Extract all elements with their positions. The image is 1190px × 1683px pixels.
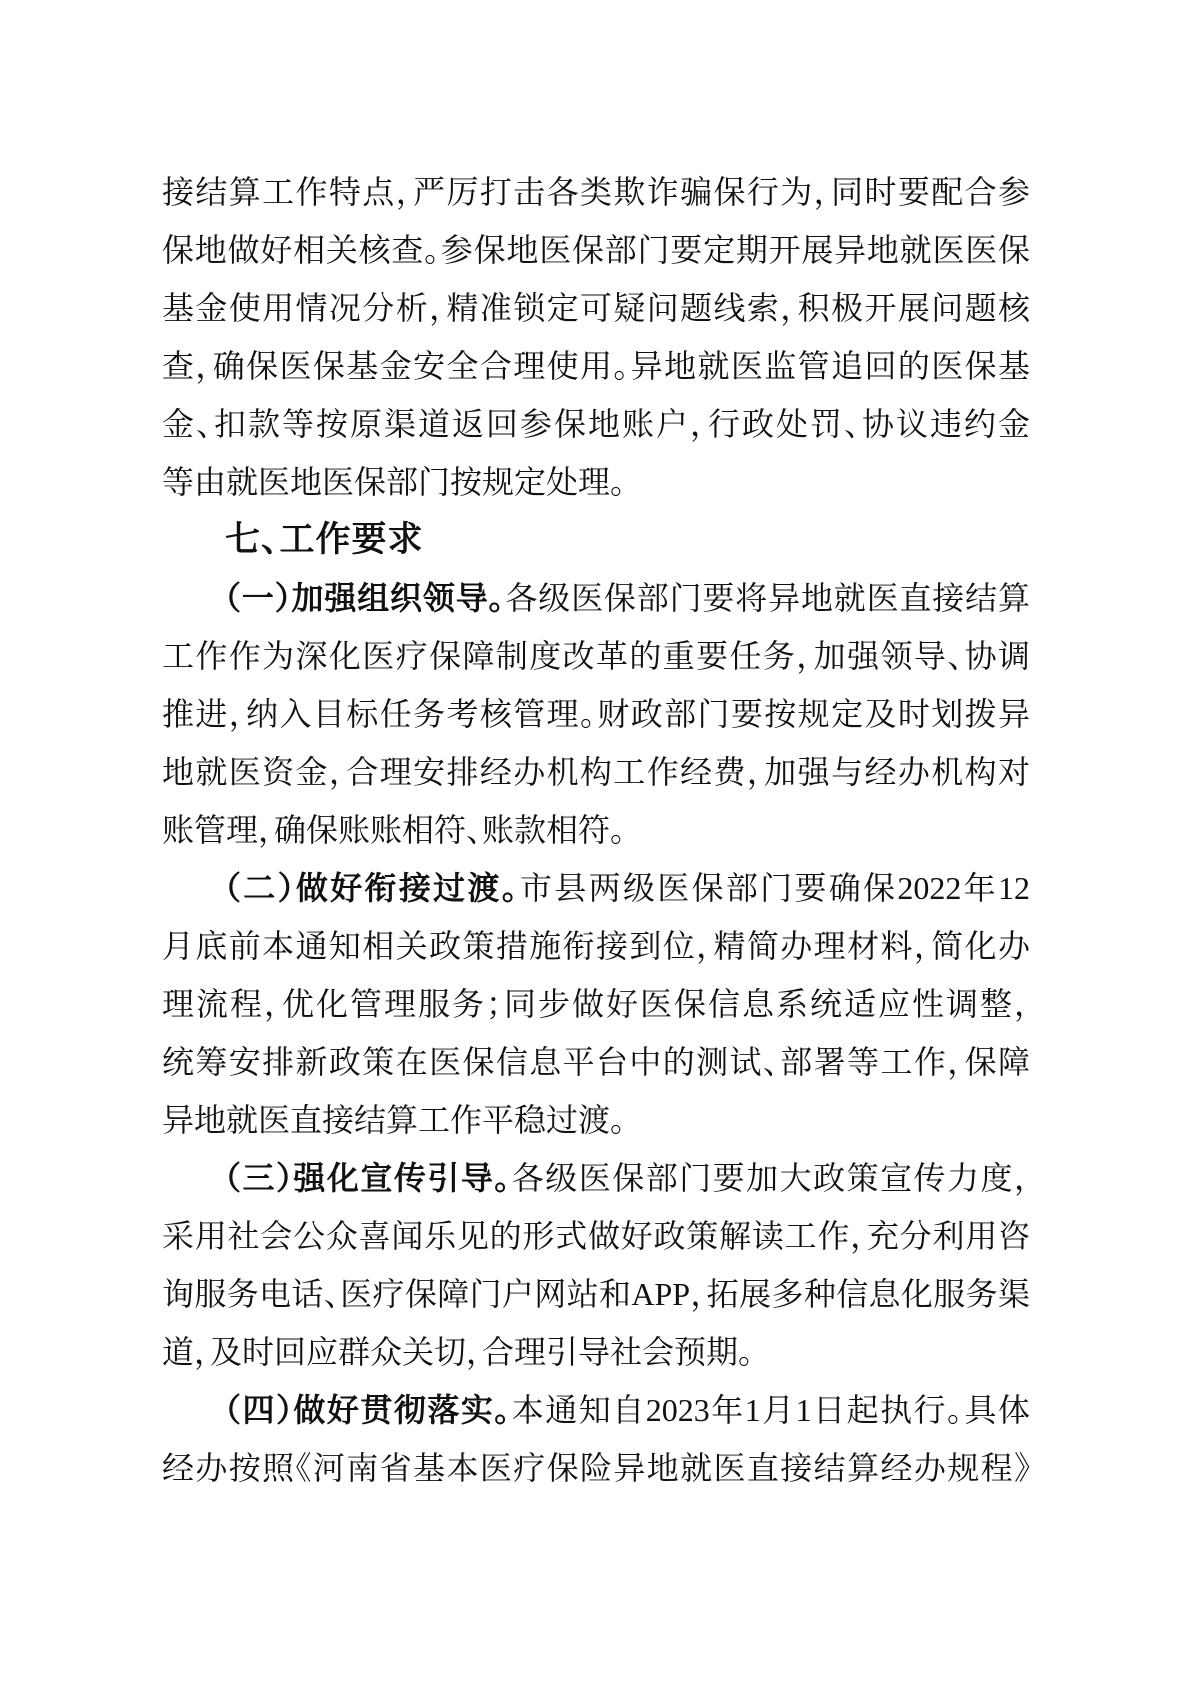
line-text: 统筹安排新政策在医保信息平台中的测试、部署等工作，保障 xyxy=(162,1044,1030,1080)
text-line xyxy=(162,743,1030,801)
text-line xyxy=(162,569,1030,627)
document-content xyxy=(162,163,1030,1497)
text-line xyxy=(162,1265,1030,1323)
para-item-2 xyxy=(162,859,1030,1149)
line-text: 经办按照《河南省基本医疗保险异地就医直接结算经办规程》 xyxy=(162,1450,1030,1486)
line-text: 异地就医直接结算工作平稳过渡。 xyxy=(162,1102,627,1138)
line-text: 基金使用情况分析，精准锁定可疑问题线索，积极开展问题核 xyxy=(162,290,1030,326)
line-text: 等由就医地医保部门按规定处理。 xyxy=(162,464,627,500)
line-text: 账管理，确保账账相符、账款相符。 xyxy=(162,812,627,848)
para-continuation xyxy=(162,163,1030,511)
text-line xyxy=(162,221,1030,279)
text-line xyxy=(162,163,1030,221)
text-line xyxy=(162,337,1030,395)
text-line xyxy=(162,279,1030,337)
line-text: 保地做好相关核查。参保地医保部门要定期开展异地就医医保 xyxy=(162,232,1030,268)
para-item-3 xyxy=(162,1149,1030,1381)
section-heading-7 xyxy=(162,511,1030,569)
line-text: 本通知自2023年1月1日起执行。具体 xyxy=(511,1392,1030,1428)
text-line xyxy=(162,685,1030,743)
line-text: 金、扣款等按原渠道返回参保地账户，行政处罚、协议违约金 xyxy=(162,406,1030,442)
text-line xyxy=(162,627,1030,685)
line-text: 市县两级医保部门要确保2022年12 xyxy=(520,870,1030,906)
text-line xyxy=(162,1091,1030,1149)
line-text: 接结算工作特点，严厉打击各类欺诈骗保行为，同时要配合参 xyxy=(162,174,1030,210)
paragraph-lead: （四）做好贯彻落实。 xyxy=(225,1392,512,1428)
line-text: 月底前本通知相关政策措施衔接到位，精简办理材料，简化办 xyxy=(162,928,1030,964)
line-text: 各级医保部门要将异地就医直接结算 xyxy=(505,580,1030,616)
text-line xyxy=(162,511,1030,569)
line-text: 推进，纳入目标任务考核管理。财政部门要按规定及时划拨异 xyxy=(162,696,1030,732)
line-text: 采用社会公众喜闻乐见的形式做好政策解读工作，充分利用咨 xyxy=(162,1218,1030,1254)
line-text: 查，确保医保基金安全合理使用。异地就医监管追回的医保基 xyxy=(162,348,1030,384)
line-text: 工作作为深化医疗保障制度改革的重要任务，加强领导、协调 xyxy=(162,638,1030,674)
paragraph-lead: （二）做好衔接过渡。 xyxy=(225,870,521,906)
text-line xyxy=(162,1323,1030,1381)
text-line xyxy=(162,917,1030,975)
paragraph-lead: （一）加强组织领导。 xyxy=(225,580,506,616)
text-line xyxy=(162,801,1030,859)
line-text: 询服务电话、医疗保障门户网站和APP，拓展多种信息化服务渠 xyxy=(162,1276,1030,1312)
text-line xyxy=(162,859,1030,917)
para-item-1 xyxy=(162,569,1030,859)
text-line xyxy=(162,1207,1030,1265)
line-text: 道，及时回应群众关切，合理引导社会预期。 xyxy=(162,1334,755,1370)
paragraph-lead: （三）强化宣传引导。 xyxy=(225,1160,512,1196)
section-heading-text: 七、工作要求 xyxy=(225,520,424,559)
text-line xyxy=(162,1439,1030,1497)
line-text: 各级医保部门要加大政策宣传力度， xyxy=(511,1160,1030,1196)
text-line xyxy=(162,1381,1030,1439)
line-text: 地就医资金，合理安排经办机构工作经费，加强与经办机构对 xyxy=(162,754,1030,790)
text-line xyxy=(162,975,1030,1033)
text-line xyxy=(162,453,1030,511)
text-line xyxy=(162,1033,1030,1091)
text-line xyxy=(162,1149,1030,1207)
text-line xyxy=(162,395,1030,453)
para-item-4 xyxy=(162,1381,1030,1497)
line-text: 理流程，优化管理服务；同步做好医保信息系统适应性调整， xyxy=(162,986,1030,1022)
